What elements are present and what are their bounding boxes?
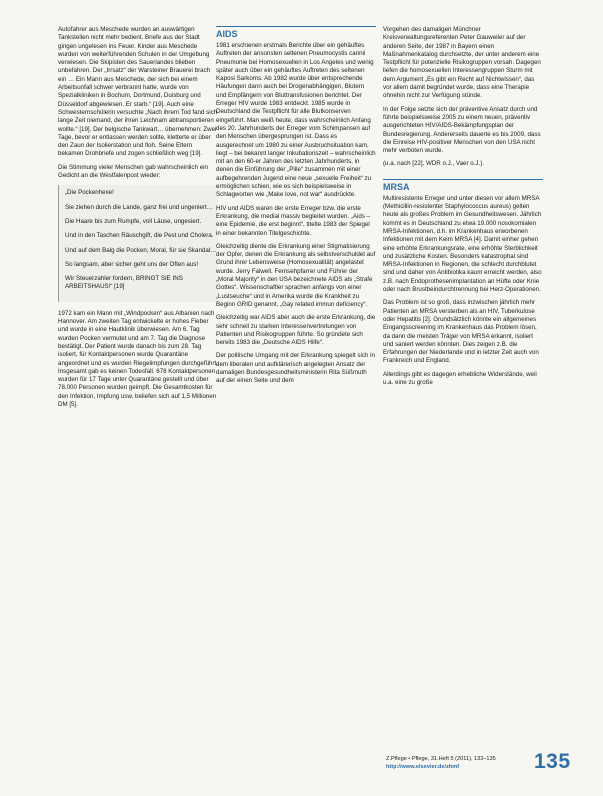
text-column-right bbox=[383, 26, 543, 392]
page-footer bbox=[386, 750, 586, 780]
section-heading-aids: AIDS bbox=[216, 26, 376, 40]
poem-line: „Die Pockenhexe! bbox=[65, 189, 114, 197]
poem-line: Und auf dem Balg die Pocken, Moral, für sie Skandal… bbox=[65, 246, 217, 254]
poem-line: Wir Steuerzahler fordern, BRINGT SIE INS ARBEITSHAUS!“ [19] bbox=[65, 275, 183, 291]
poem-line: Die Haare bis zum Rumpfe, voll Läuse, ungesiert. bbox=[65, 217, 202, 225]
paragraph: Vorgehen des damaligen Münchner Kreisverwaltungsreferenten Peter Gauweiler auf der anderen Seite, der 1987 in Bayern einen Maßnahmenkatalog durchsetzte, der unter anderem eine Testpflicht für potenzielle Risikogruppen vorsah. Dagegen liefen die homosexuellen Interessengruppen Sturm mit dem Argument „Es gibt ein Recht auf Nichtwissen“, das vor allem damit begründet wurde, dass eine Therapie ohnehin nicht zur Verfügung stünde. bbox=[383, 26, 541, 100]
journal-url: http://www.elsevier.de/zhmf bbox=[386, 764, 460, 770]
poem-line: Sie ziehen durch die Lande, ganz frei und ungeniert… bbox=[65, 203, 213, 211]
paragraph: Multiresistente Erreger und unter diesen vor allem MRSA (Methicillin-resistenter Staphylococcus aureus) gelten heute als großes Problem im Gesundheitswesen. Jährlich kommt es in Deutschland zu etwa 19.000 nosokomialen MRSA-Infektionen, d.h. im Krankenhaus erworbenen Infektionen mit dem Keim MRSA [4]. Damit einher gehen eine erhöhte Erkrankungsrate, eine erhöhte Sterblichkeit und zusätzliche Kosten. Besonders katastrophal sind MRSA-Infektionen in Regionen, die schlecht durchblutet sind und daher von Antibiotika kaum erreicht werden, also z.B. nach Endoprothesenimplantation an Hüfte oder Knie oder nach Brustbeindurchtrennung bei Herz-Operationen. bbox=[383, 194, 542, 294]
section-heading-mrsa: MRSA bbox=[383, 179, 543, 193]
paragraph: Allerdings gibt es dagegen erhebliche Widerstände, weil u.a. eine zu große bbox=[383, 370, 537, 386]
paragraph: HIV und AIDS waren der erste Erreger bzw. die erste Erkrankung, die medial massiv begleitet wurden. „Aids – eine Epidemie, die erst beginnt“, titelte 1983 der Spiegel in einer bekannten Titelgeschichte. bbox=[216, 204, 371, 237]
text-column-left bbox=[58, 26, 218, 414]
poem-quote-box bbox=[58, 185, 218, 301]
page-number: 135 bbox=[534, 750, 571, 773]
paragraph: In der Folge setzte sich der präventive Ansatz durch und führte beispielsweise 2005 zu einem neuen, präventiv ausgerichteten HIV/AIDS-Bekämpfungsplan der Bundesregierung. Andererseits dauerte es bis 2009, dass die Einreise HIV-positiver Menschen von den USA nicht mehr verboten wurde. bbox=[383, 105, 541, 155]
paragraph: 1981 erschienen erstmals Berichte über ein gehäuftes Auftreten der ansonsten seltenen Pneumocystis carinii Pneumonie bei Homosexuellen in Los Angeles und wenig später auch über ein gehäuftes Auftreten des seltenen Kaposi Sarkoms. Ab 1982 wurde über entsprechende Häufungen dann auch bei Drogenabhängigen, Blutern und Empfängern von Bluttransfusionen berichtet. Der Erreger HIV wurde 1983 entdeckt. 1985 wurde in Deutschland die Testpflicht für alle Blutkonserven eingeführt. Man weiß heute, dass wahrscheinlich Anfang des 20. Jahrhunderts der Erreger vom Schimpansen auf den Menschen übergesprungen ist. Dass es ausgerechnet um 1980 zu einer Ausbruchsituation kam, liegt – bei bekannt langer Inkubationszeit – wahrscheinlich mit an den 60-er Jahren des letzten Jahrhunderts, in denen die Einführung der „Pille“ zusammen mit einer aufbegehrenden Jugend eine neue „sexuelle Freiheit“ zu ermöglichen schien, wie es sich beispielsweise in Schlagworten wie „Make love, not war“ ausdrückte. bbox=[216, 42, 376, 199]
poem-line: So langsam, aber sicher geht uns der Often aus! bbox=[65, 260, 199, 268]
paragraph: Das Problem ist so groß, dass inzwischen jährlich mehr Patienten an MRSA versterben als an HIV, Tuberkulose oder Hepatitis [2]. Grundsätzlich könnte ein allgemeines Eingangsscreening im Krankenhaus das Problem lösen, da dann die meisten Träger von MRSA erkannt, isoliert und saniert werden könnten. Dies zeigen z.B. die Erfahrungen der Niederlande und in letzter Zeit auch von Frankreich und England. bbox=[383, 299, 539, 365]
paragraph: (u.a. nach [22], WDR o.J., Vaer o.J.). bbox=[383, 160, 484, 168]
journal-citation: Z.Pflege • Pflege, 31.Heft 5 (2011), 133–135 bbox=[386, 756, 496, 762]
paragraph: Der politische Umgang mit der Erkrankung spiegelt sich in dem liberalen und aufklärerisch angelegten Ansatz der damaligen Bundesgesundheitsministerin Rita Süßmuth auf der einen Seite und dem bbox=[216, 352, 375, 385]
paragraph: Die Stimmung vieler Menschen gab wahrscheinlich ein Gedicht an die Westfalenpost wieder: bbox=[58, 163, 208, 180]
text-column-middle bbox=[216, 26, 376, 391]
paragraph: 1972 kam ein Mann mit „Windpocken“ aus Albanien nach Hannover. Am zweiten Tag entwickelte er hohes Fieber und wurde in eine Hautklinik überwiesen. Am 6. Tag wurden Pocken vermutet und am 7. Tag die Diagnose bestätigt. Der Patient wurde danach bis zum 28. Tag isoliert, für Kontaktpersonen wurde Quarantäne angeordnet und es wurden Riegelimpfungen durchgeführt. Insgesamt gab es keinen Todesfall. 678 Kontaktpersonen wurden für 17 Tage unter Quarantäne gestellt und über 78.000 Personen wurden geimpft. Die Gesamtkosten für den Infektion, Impfung usw. beliefen sich auf 1,5 Millionen DM [5]. bbox=[58, 309, 218, 408]
paragraph: Autofahrer aus Meschede wurden an auswärtigen Tankstellen nicht mehr bedient. Briefe aus der Stadt gingen ungelesen ins Feuer. Kinder aus Meschede wurden von weiterführenden Schulen in der Umgebung verwiesen. Die Skipisten des Sauerlandes blieben unbefahren. Der „Irrsatz“ der Warsteiner Brauerei brach ein … Ein Mann aus Meschede, der sich bei einem Arbeitsunfall schwer verbrannt hatte, wurde von Spezialkliniken in Bochum, Dortmund, Duisburg und Düsseldorf abgewiesen. Er starb.“ [19]. Auch eine Schwesternschülerin versuchte „Nach ihrem Tod fand sich lange Zeit niemand, der ihren Leichnam abtransportieren wollte.“ [19]. Der belgische Tankwart… übernehmen: Zwei Tage, bevor er entlassen werden sollte, kletterte er über den Zaun der Isolierstation und floh. Seine Eltern bekamen Drohbriefe und zogen schließlich weg [19]. bbox=[58, 26, 218, 158]
paragraph: Gleichzeitig diente die Erkrankung einer Stigmatisierung der Opfer, denen die Erkrankung als selbstverschuldet auf Grund ihrer Lebensweise (Homosexualität) angelastet wurde. Jerry Falwell, Fernsehpfarrer und Führer der „Moral Majority“ in den USA bezeichnete AIDS als „Strafe Gottes“. Wissenschaftler sprachen anfangs von einer „Lustseuche“ und in Amerika wurde die Krankheit zu Beginn GRID genannt, „Gay related immun deficiency“. bbox=[216, 242, 376, 308]
paragraph: Gleichzeitig war AIDS aber auch die erste Erkrankung, die sehr schnell zu starken Interessenvertretungen von Patienten und Risikogruppen führte. So gründete sich bereits 1983 die „Deutsche AIDS Hilfe“. bbox=[216, 314, 376, 347]
poem-line: Und in den Taschen Räuschgift, die Pest und Cholera. bbox=[65, 232, 214, 240]
